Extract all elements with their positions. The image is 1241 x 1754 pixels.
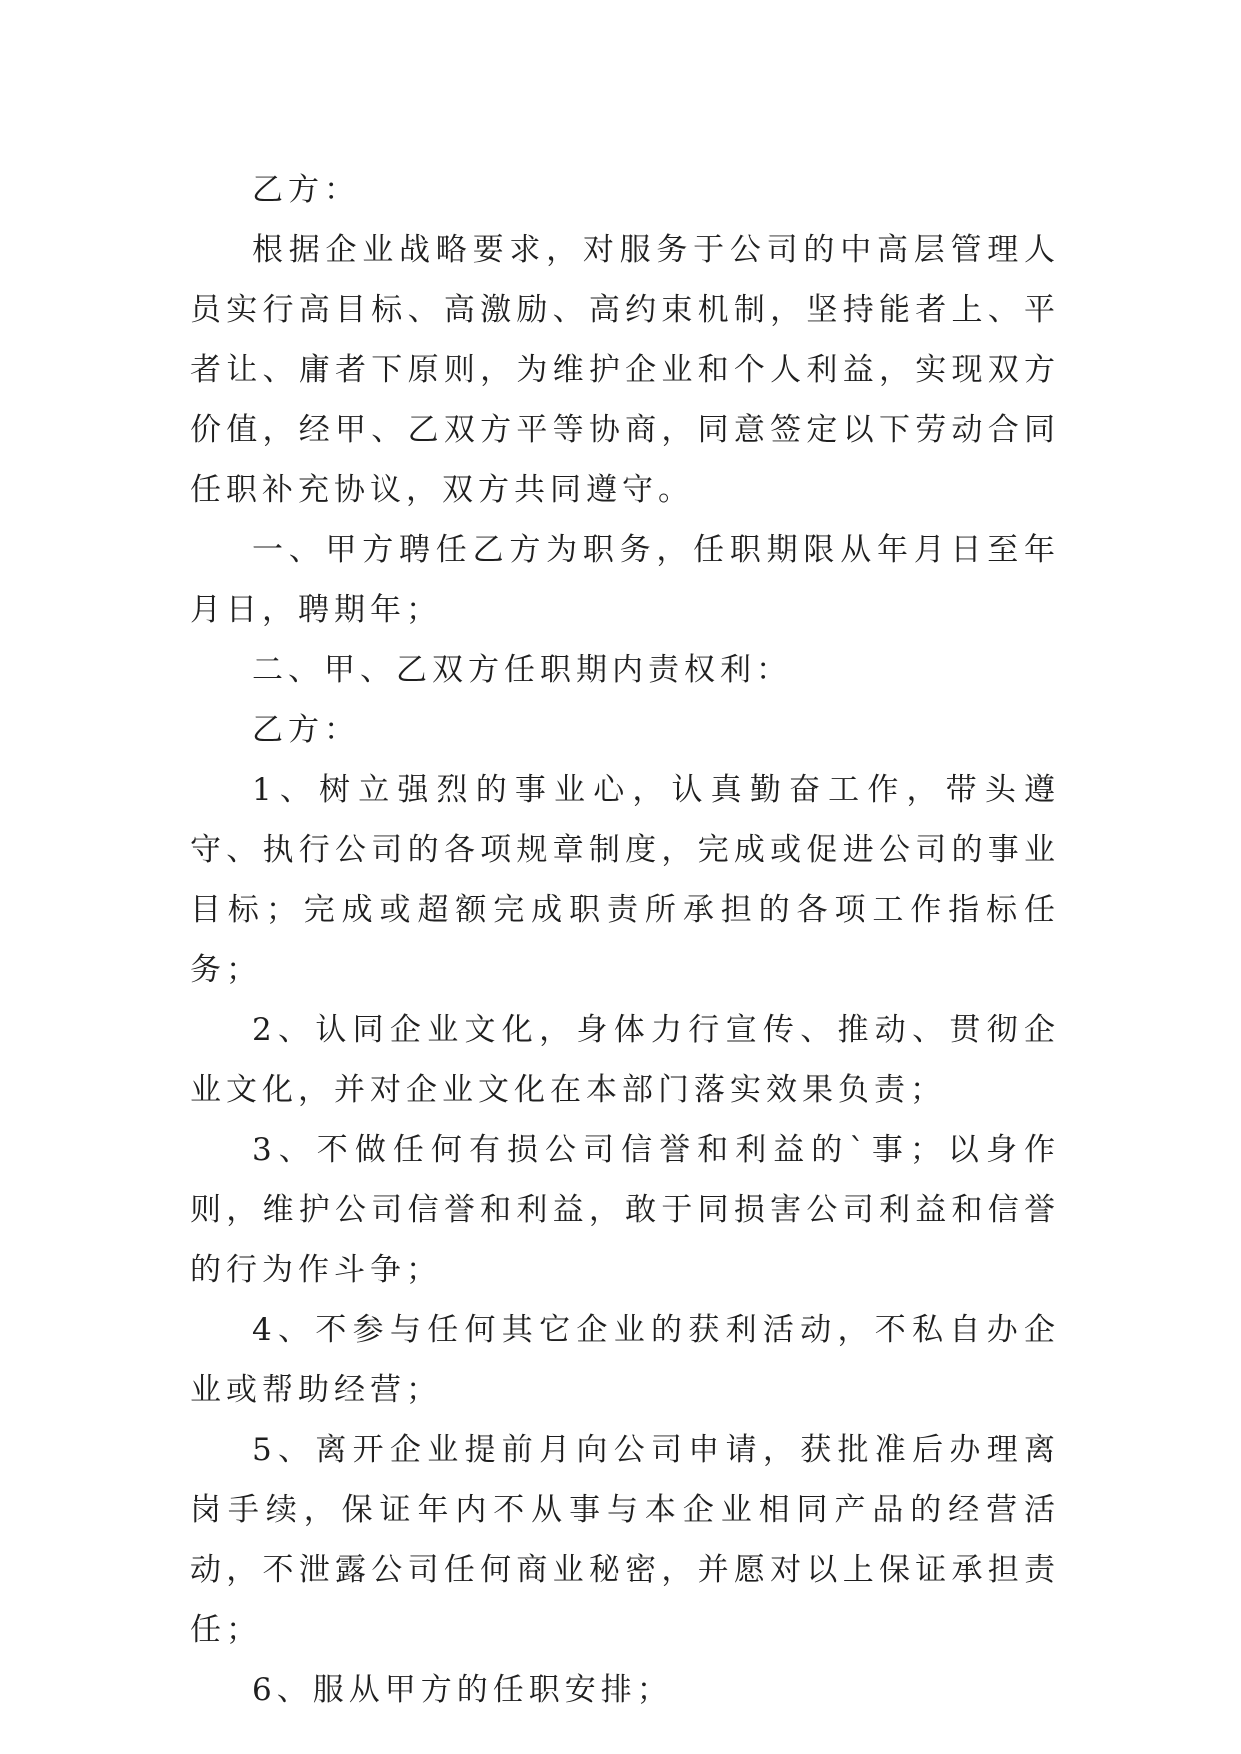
paragraph-preamble: 根据企业战略要求，对服务于公司的中高层管理人员实行高目标、高激励、高约束机制，坚持能者上、平者让、庸者下原则，为维护企业和个人利益，实现双方价值，经甲、乙双方平等协商，同意签定以下劳动合同任职补充协议，双方共同遵守。: [190, 232, 1060, 508]
paragraph-item-3: 3、不做任何有损公司信誉和利益的`事；以身作则，维护公司信誉和利益，敢于同损害公司利益和信誉的行为作斗争；: [190, 1132, 1060, 1288]
paragraph-clause-one: 一、甲方聘任乙方为职务，任职期限从年月日至年月日，聘期年；: [190, 532, 1060, 628]
paragraph-item-1: 1、树立强烈的事业心，认真勤奋工作，带头遵守、执行公司的各项规章制度，完成或促进公司的事业目标；完成或超额完成职责所承担的各项工作指标任务；: [190, 772, 1060, 988]
paragraph-item-6: 6、服从甲方的任职安排；: [252, 1672, 673, 1708]
paragraph-item-5: 5、离开企业提前月向公司申请，获批准后办理离岗手续，保证年内不从事与本企业相同产品的经营活动，不泄露公司任何商业秘密，并愿对以上保证承担责任；: [190, 1432, 1060, 1648]
paragraph-party-b-subheading: 乙方：: [252, 712, 360, 748]
paragraph-item-4: 4、不参与任何其它企业的获利活动，不私自办企业或帮助经营；: [190, 1312, 1060, 1408]
document-body: [190, 160, 1060, 1720]
paragraph-item-2: 2、认同企业文化，身体力行宣传、推动、贯彻企业文化，并对企业文化在本部门落实效果负责；: [190, 1012, 1060, 1108]
paragraph-clause-two: 二、甲、乙双方任职期内责权利：: [252, 652, 792, 688]
paragraph-party-b-heading: 乙方：: [252, 172, 360, 208]
